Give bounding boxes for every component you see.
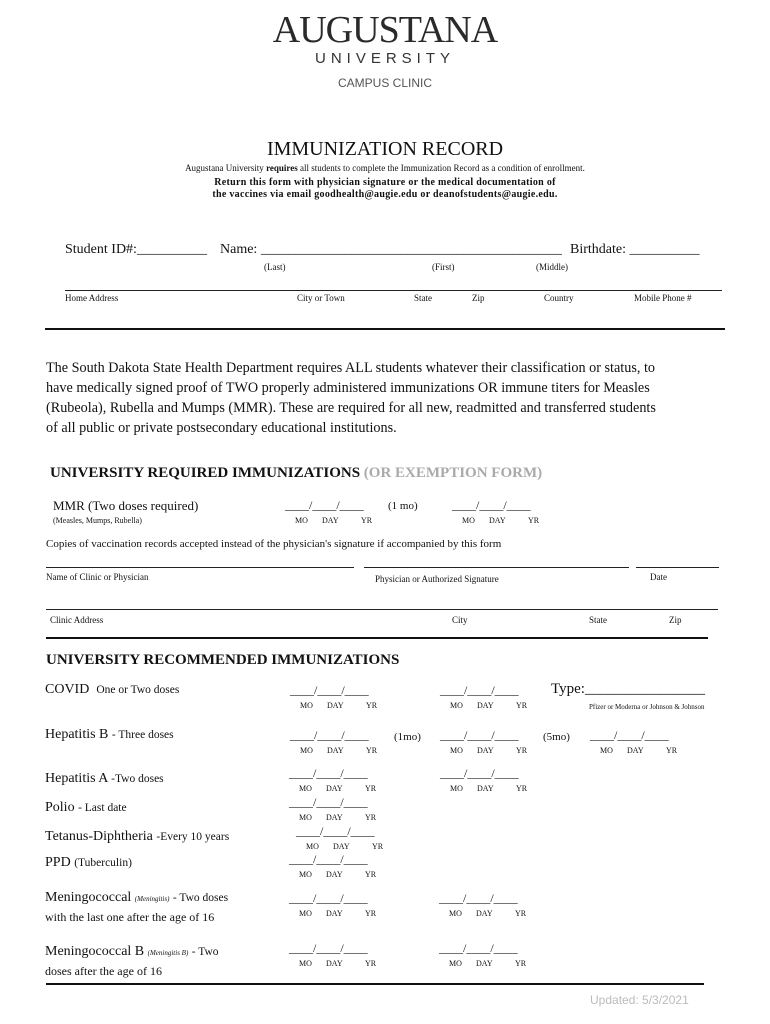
mmr-label: MMR (Two doses required) (53, 498, 199, 513)
menb-dose1-mo-label: MO (299, 959, 312, 968)
logo-subtitle: UNIVERSITY (314, 50, 455, 67)
meningococcal-line2: with the last one after the age of 16 (45, 910, 215, 924)
mmr-dose2-day-label: DAY (489, 516, 506, 525)
hepb-dose2-mo-label: MO (450, 746, 463, 755)
covid-dose1-day-label: DAY (327, 701, 344, 710)
men-dose2-mo-label: MO (449, 909, 462, 918)
logo-wordmark: AUGUSTANA (272, 9, 498, 51)
mmr-dose2-mo-label: MO (462, 516, 475, 525)
hepb-dose3-date[interactable]: ____/____/____ (590, 728, 669, 742)
men-dose1-date[interactable]: ____/____/____ (289, 891, 368, 905)
intro-line-3: the vaccines via email goodhealth@augie.edu or deanofstudents@augie.edu. (212, 189, 558, 200)
middle-label: (Middle) (536, 262, 568, 272)
hepb-note-2: (5mo) (543, 731, 570, 743)
covid-dose1-date[interactable]: ____/____/____ (290, 683, 369, 697)
address-line[interactable] (65, 290, 722, 291)
recommended-heading: UNIVERSITY RECOMMENDED IMMUNIZATIONS (46, 652, 400, 668)
clinic-name-label: Name of Clinic or Physician (46, 572, 149, 582)
hepa-dose2-day-label: DAY (477, 784, 494, 793)
divider (46, 983, 704, 985)
covid-type-options: Pfizer or Moderna or Johnson & Johnson (589, 703, 705, 711)
intro-line-2: Return this form with physician signature or the medical documentation of (214, 177, 556, 188)
polio-date-yr-label: YR (365, 813, 377, 822)
mmr-dose2-yr-label: YR (528, 516, 540, 525)
clinic-zip-label: Zip (669, 615, 682, 625)
tetanus-date-day-label: DAY (333, 842, 350, 851)
hepa-dose2-mo-label: MO (450, 784, 463, 793)
men-dose2-date[interactable]: ____/____/____ (439, 891, 518, 905)
divider (46, 637, 708, 639)
page-title: IMMUNIZATION RECORD (266, 138, 504, 160)
hepa-dose1-mo-label: MO (299, 784, 312, 793)
covid-dose1-yr-label: YR (366, 701, 378, 710)
ppd-date-yr-label: YR (365, 870, 377, 879)
ppd-date-mo-label: MO (299, 870, 312, 879)
menb-dose2-mo-label: MO (449, 959, 462, 968)
men-dose1-mo-label: MO (299, 909, 312, 918)
state-label: State (414, 293, 432, 303)
zip-label: Zip (472, 293, 485, 303)
hepb-label: Hepatitis B - Three doses (45, 727, 174, 742)
mmr-dose2-date[interactable]: ____/____/____ (452, 498, 531, 512)
ppd-date-date[interactable]: ____/____/____ (289, 852, 368, 866)
clinic-name-line[interactable] (46, 567, 354, 568)
tetanus-date-yr-label: YR (372, 842, 384, 851)
hepb-dose1-day-label: DAY (327, 746, 344, 755)
birthdate-field[interactable]: Birthdate: __________ (570, 242, 700, 257)
student-name-field[interactable]: Name: ___________________________________________ (220, 242, 562, 257)
covid-dose2-yr-label: YR (516, 701, 528, 710)
hepb-dose1-yr-label: YR (366, 746, 378, 755)
last-label: (Last) (264, 262, 286, 272)
tetanus-date-mo-label: MO (306, 842, 319, 851)
hepb-dose2-day-label: DAY (477, 746, 494, 755)
men-dose1-day-label: DAY (326, 909, 343, 918)
hepb-dose3-yr-label: YR (666, 746, 678, 755)
mmr-dose1-day-label: DAY (322, 516, 339, 525)
clinic-name: CAMPUS CLINIC (337, 76, 432, 90)
hepa-dose1-date[interactable]: ____/____/____ (289, 766, 368, 780)
hepb-dose3-mo-label: MO (600, 746, 613, 755)
hepa-dose2-yr-label: YR (516, 784, 528, 793)
hepb-dose2-yr-label: YR (516, 746, 528, 755)
intro-line-1: Augustana University requires all students to complete the Immunization Record as a condition of enrollment. (185, 163, 585, 173)
country-label: Country (544, 293, 574, 303)
meningococcal-b-line2: doses after the age of 16 (45, 964, 162, 978)
hepb-dose1-date[interactable]: ____/____/____ (290, 728, 369, 742)
ppd-date-day-label: DAY (326, 870, 343, 879)
covid-type-field[interactable]: Type:________________ (551, 681, 705, 697)
exemption-form-link[interactable]: (OR EXEMPTION FORM) (363, 465, 543, 481)
clinic-address-label: Clinic Address (50, 615, 104, 625)
hepb-dose2-date[interactable]: ____/____/____ (440, 728, 519, 742)
polio-label: Polio - Last date (45, 800, 127, 815)
covid-dose2-date[interactable]: ____/____/____ (440, 683, 519, 697)
phone-label: Mobile Phone # (634, 293, 692, 303)
menb-dose2-yr-label: YR (515, 959, 527, 968)
sig-date-label: Date (650, 572, 667, 582)
covid-label: COVID One or Two doses (45, 682, 180, 697)
meningococcal-b-label: Meningococcal B (Meningitis B) - Two (45, 944, 219, 959)
polio-date-day-label: DAY (326, 813, 343, 822)
clinic-state-label: State (589, 615, 607, 625)
clinic-address-line[interactable] (46, 609, 718, 610)
ppd-label: PPD (Tuberculin) (45, 855, 132, 870)
menb-dose1-yr-label: YR (365, 959, 377, 968)
copies-note: Copies of vaccination records accepted instead of the physician's signature if accompanied by this form (46, 538, 502, 550)
student-id-field[interactable]: Student ID#:__________ (65, 242, 207, 257)
policy-paragraph: The South Dakota State Health Department requires ALL students whatever their classification or status, to have medically signed proof of TWO properly administered immunizations OR immune titers for Measles (Rubeola), Rubella and Mumps (MMR). These are required for all new, readmitted and transferred students of all public or private postsecondary educational institutions. (46, 360, 656, 436)
hepb-dose3-day-label: DAY (627, 746, 644, 755)
divider (45, 328, 725, 330)
polio-date-mo-label: MO (299, 813, 312, 822)
mmr-sub: (Measles, Mumps, Rubella) (53, 516, 142, 525)
updated-date: Updated: 5/3/2021 (590, 993, 689, 1007)
mmr-note: (1 mo) (388, 500, 418, 512)
covid-dose2-mo-label: MO (450, 701, 463, 710)
mmr-dose1-date[interactable]: ____/____/____ (285, 498, 364, 512)
hepa-dose1-day-label: DAY (326, 784, 343, 793)
menb-dose1-date[interactable]: ____/____/____ (289, 941, 368, 955)
meningococcal-label: Meningococcal (Meningitis) - Two doses (45, 890, 229, 905)
clinic-city-label: City (452, 615, 468, 625)
men-dose2-yr-label: YR (515, 909, 527, 918)
menb-dose2-date[interactable]: ____/____/____ (439, 941, 518, 955)
men-dose1-yr-label: YR (365, 909, 377, 918)
tetanus-label: Tetanus-Diphtheria -Every 10 years (45, 829, 230, 844)
hepb-note-1: (1mo) (394, 731, 421, 743)
date-line[interactable] (636, 567, 719, 568)
signature-line[interactable] (364, 567, 629, 568)
first-label: (First) (432, 262, 455, 272)
required-heading: UNIVERSITY REQUIRED IMMUNIZATIONS (OR EXEMPTION FORM) (50, 465, 543, 481)
polio-date-date[interactable]: ____/____/____ (289, 795, 368, 809)
men-dose2-day-label: DAY (476, 909, 493, 918)
hepa-dose2-date[interactable]: ____/____/____ (440, 766, 519, 780)
city-label: City or Town (297, 293, 345, 303)
menb-dose2-day-label: DAY (476, 959, 493, 968)
hepa-dose1-yr-label: YR (365, 784, 377, 793)
covid-dose2-day-label: DAY (477, 701, 494, 710)
hepa-label: Hepatitis A -Two doses (45, 771, 164, 786)
home-address-label: Home Address (65, 293, 119, 303)
mmr-dose1-mo-label: MO (295, 516, 308, 525)
mmr-dose1-yr-label: YR (361, 516, 373, 525)
signature-label: Physician or Authorized Signature (375, 574, 499, 584)
tetanus-date-date[interactable]: ____/____/____ (296, 824, 375, 838)
logo (270, 10, 500, 68)
covid-dose1-mo-label: MO (300, 701, 313, 710)
hepb-dose1-mo-label: MO (300, 746, 313, 755)
menb-dose1-day-label: DAY (326, 959, 343, 968)
